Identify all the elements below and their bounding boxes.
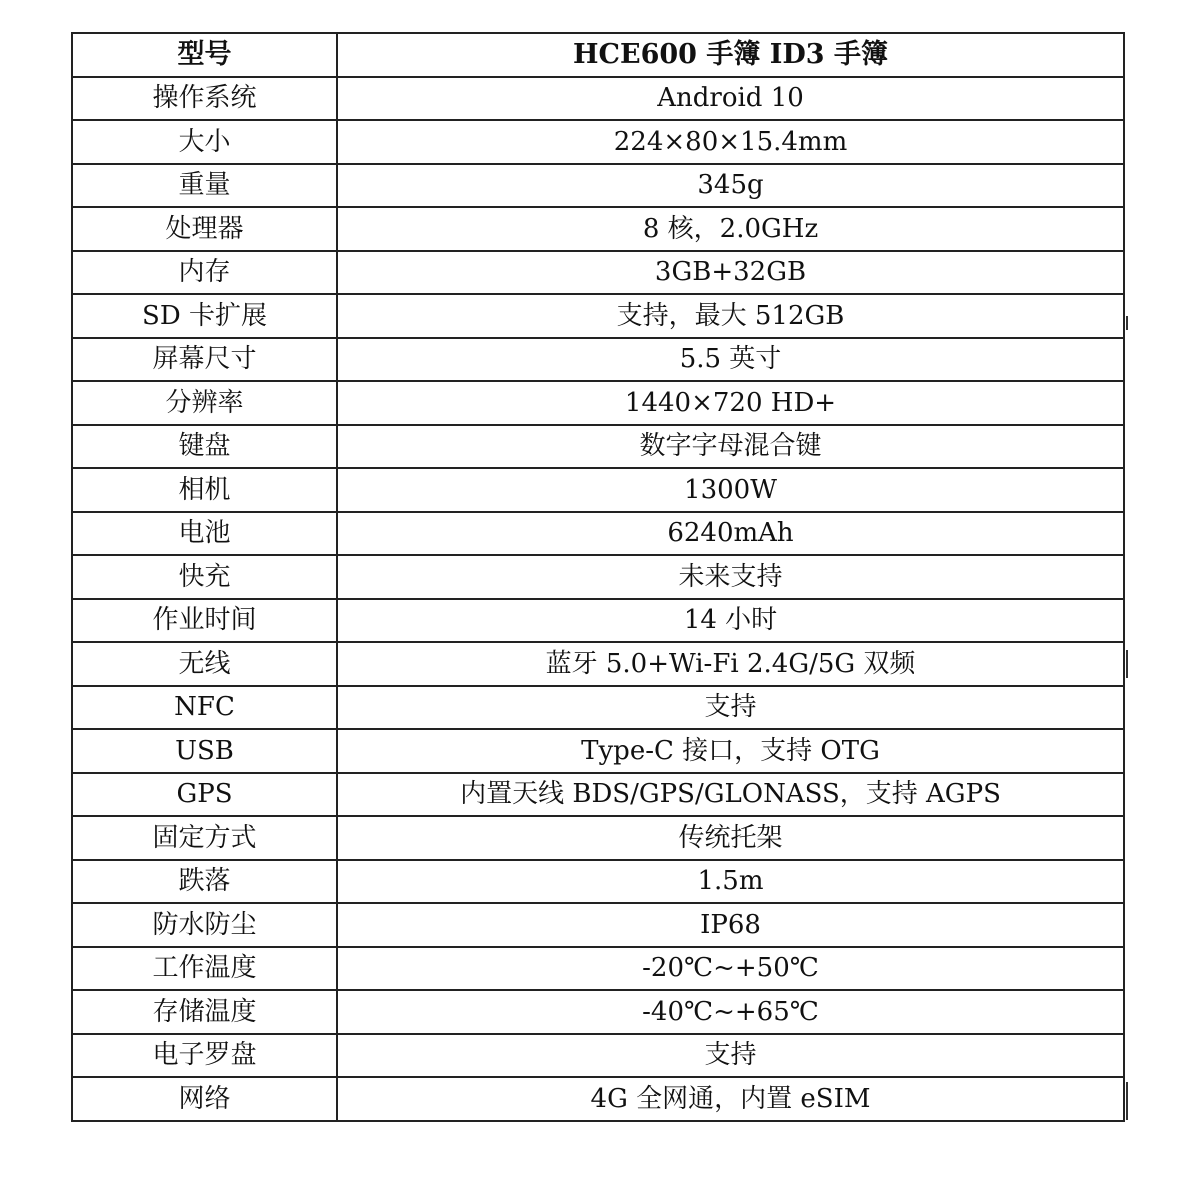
spec-label-cell: 工作温度	[72, 947, 337, 991]
spec-value-cell: 传统托架	[337, 816, 1124, 860]
spec-label-cell: 无线	[72, 642, 337, 686]
spec-label-cell: 电子罗盘	[72, 1034, 337, 1078]
table-row	[72, 338, 1124, 382]
spec-value-cell: 3GB+32GB	[337, 251, 1124, 295]
table-row	[72, 425, 1124, 469]
spec-label-cell: 处理器	[72, 207, 337, 251]
spec-value-cell: 345g	[337, 164, 1124, 208]
table-row	[72, 512, 1124, 556]
spec-value-cell: 内置天线 BDS/GPS/GLONASS，支持 AGPS	[337, 773, 1124, 817]
spec-label-cell: 固定方式	[72, 816, 337, 860]
spec-label-cell: 电池	[72, 512, 337, 556]
spec-label-cell: GPS	[72, 773, 337, 817]
header-value-cell: HCE600 手簿 ID3 手簿	[337, 33, 1124, 77]
table-row	[72, 381, 1124, 425]
spec-value-cell: Android 10	[337, 77, 1124, 121]
edge-mark	[1126, 1082, 1128, 1120]
spec-value-cell: 支持	[337, 686, 1124, 730]
spec-value-cell: 数字字母混合键	[337, 425, 1124, 469]
table-header-row	[72, 33, 1124, 77]
spec-label-cell: 快充	[72, 555, 337, 599]
table-row	[72, 207, 1124, 251]
spec-value-cell: -40℃~+65℃	[337, 990, 1124, 1034]
spec-label-cell: 键盘	[72, 425, 337, 469]
spec-label-cell: 分辨率	[72, 381, 337, 425]
table-row	[72, 947, 1124, 991]
spec-value-cell: 8 核，2.0GHz	[337, 207, 1124, 251]
spec-value-cell: 6240mAh	[337, 512, 1124, 556]
spec-value-cell: 224×80×15.4mm	[337, 120, 1124, 164]
spec-value-cell: 1300W	[337, 468, 1124, 512]
table-row	[72, 642, 1124, 686]
table-row	[72, 251, 1124, 295]
spec-label-cell: NFC	[72, 686, 337, 730]
table-row	[72, 773, 1124, 817]
spec-value-cell: Type-C 接口，支持 OTG	[337, 729, 1124, 773]
edge-mark	[1126, 650, 1128, 678]
table-row	[72, 990, 1124, 1034]
edge-mark	[1126, 316, 1128, 330]
spec-value-cell: 支持	[337, 1034, 1124, 1078]
spec-label-cell: 相机	[72, 468, 337, 512]
spec-label-cell: 防水防尘	[72, 903, 337, 947]
spec-value-cell: 支持，最大 512GB	[337, 294, 1124, 338]
spec-label-cell: 内存	[72, 251, 337, 295]
table-row	[72, 468, 1124, 512]
spec-value-cell: 1.5m	[337, 860, 1124, 904]
spec-label-cell: 屏幕尺寸	[72, 338, 337, 382]
table-row	[72, 294, 1124, 338]
table-row	[72, 816, 1124, 860]
spec-label-cell: 重量	[72, 164, 337, 208]
table-row	[72, 729, 1124, 773]
table-row	[72, 77, 1124, 121]
spec-value-cell: -20℃~+50℃	[337, 947, 1124, 991]
spec-value-cell: 1440×720 HD+	[337, 381, 1124, 425]
spec-label-cell: USB	[72, 729, 337, 773]
table-row	[72, 555, 1124, 599]
table-row	[72, 164, 1124, 208]
table-row	[72, 860, 1124, 904]
table-row	[72, 1034, 1124, 1078]
spec-value-cell: 5.5 英寸	[337, 338, 1124, 382]
spec-label-cell: 操作系统	[72, 77, 337, 121]
spec-label-cell: 跌落	[72, 860, 337, 904]
spec-table	[71, 32, 1125, 1122]
spec-value-cell: IP68	[337, 903, 1124, 947]
spec-label-cell: 作业时间	[72, 599, 337, 643]
table-row	[72, 1077, 1124, 1121]
table-row	[72, 686, 1124, 730]
table-row	[72, 599, 1124, 643]
spec-label-cell: 存储温度	[72, 990, 337, 1034]
spec-value-cell: 4G 全网通，内置 eSIM	[337, 1077, 1124, 1121]
table-row	[72, 120, 1124, 164]
spec-value-cell: 14 小时	[337, 599, 1124, 643]
spec-table-body	[72, 33, 1124, 1121]
table-row	[72, 903, 1124, 947]
spec-value-cell: 蓝牙 5.0+Wi-Fi 2.4G/5G 双频	[337, 642, 1124, 686]
spec-label-cell: SD 卡扩展	[72, 294, 337, 338]
header-label-cell: 型号	[72, 33, 337, 77]
spec-value-cell: 未来支持	[337, 555, 1124, 599]
spec-label-cell: 大小	[72, 120, 337, 164]
spec-label-cell: 网络	[72, 1077, 337, 1121]
